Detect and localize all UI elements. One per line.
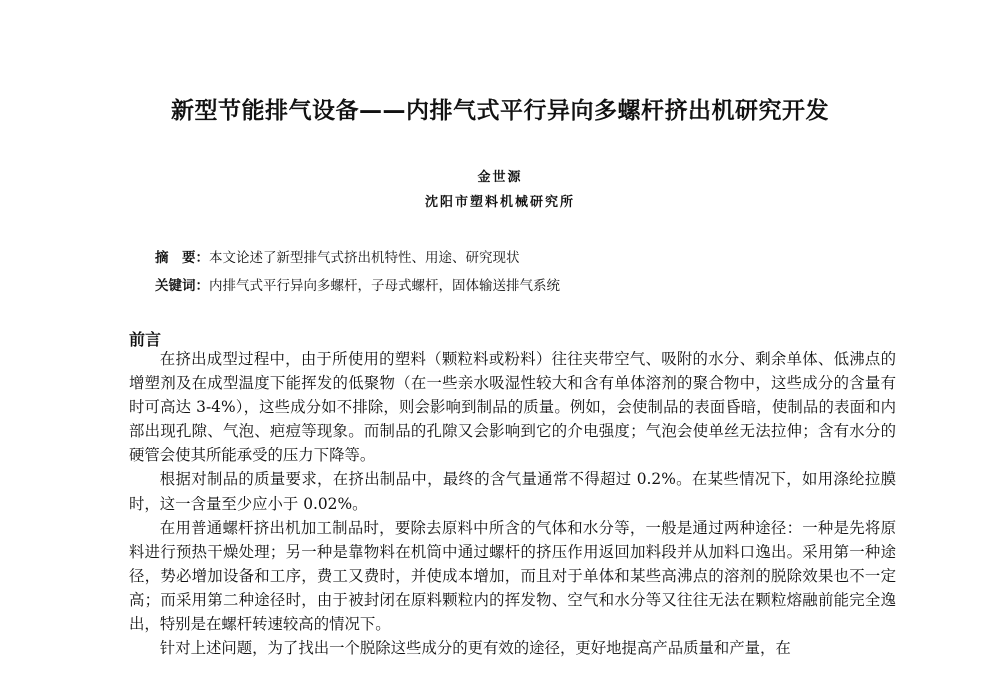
- body-text: [129, 347, 896, 660]
- author-affiliation: 沈阳市塑料机械研究所: [424, 195, 575, 210]
- abstract-label: 摘 要：: [155, 250, 209, 266]
- body-paragraph: 根据对制品的质量要求，在挤出制品中，最终的含气量通常不得超过 0.2%。在某些情况下，如用涤纶拉膜时，这一含量至少应小于 0.02%。: [129, 470, 896, 513]
- keywords-text: 内排气式平行异向多螺杆，子母式螺杆，固体输送排气系统: [209, 278, 560, 294]
- body-paragraph: 在用普通螺杆挤出机加工制品时，要除去原料中所含的气体和水分等，一般是通过两种途径：一种是先将原料进行预热干燥处理；另一种是靠物料在机筒中通过螺杆的挤压作用返回加料段并从加料口逸出。采用第一种途径，势必增加设备和工序，费工又费时，并使成本增加，而且对于单体和某些高沸点的溶剂的脱除效果也不一定高；而采用第二种途径时，由于被封闭在原料颗粒内的挥发物、空气和水分等又往往无法在颗粒熔融前能完全逸出，特别是在螺杆转速较高的情况下。: [129, 518, 896, 634]
- keywords-label: 关键词：: [155, 278, 209, 294]
- keywords-line: [155, 274, 560, 294]
- author-name: 金世源: [477, 170, 523, 185]
- section-heading: 前言: [129, 330, 162, 349]
- abstract-line: [155, 246, 520, 266]
- paper-title: 新型节能排气设备——内排气式平行异向多螺杆挤出机研究开发: [171, 98, 829, 124]
- body-paragraph: 针对上述问题，为了找出一个脱除这些成分的更有效的途径，更好地提高产品质量和产量，在: [159, 639, 791, 658]
- body-paragraph: 在挤出成型过程中，由于所使用的塑料（颗粒料或粉料）往往夹带空气、吸附的水分、剩余单体、低沸点的增塑剂及在成型温度下能挥发的低聚物（在一些亲水吸湿性较大和含有单体溶剂的聚合物中，这些成分的含量有时可高达 3-4%），这些成分如不排除，则会影响到制品的质量。例如，会使制品的表面昏暗，使制品的表面和内部出现孔隙、气泡、疤痘等现象。而制品的孔隙又会影响到它的介电强度；气泡会使单丝无法拉伸；含有水分的硬管会使其所能承受的压力下降等。: [129, 350, 896, 465]
- abstract-text: 本文论述了新型排气式挤出机特性、用途、研究现状: [209, 250, 520, 266]
